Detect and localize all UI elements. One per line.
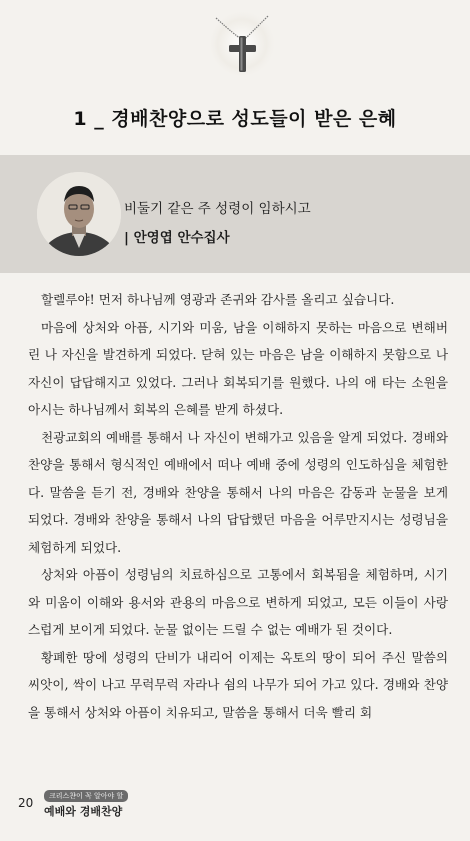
paragraph: 할렐루야! 먼저 하나님께 영광과 존귀와 감사를 올리고 싶습니다. <box>41 292 395 307</box>
book-title: 예배와 경배찬양 <box>44 805 123 818</box>
testimony-subtitle: 비둘기 같은 주 성령이 임하시고 <box>124 201 311 217</box>
portrait-image <box>37 172 121 256</box>
article-body <box>28 286 448 726</box>
page-number: 20 <box>18 796 34 810</box>
paragraph: 상처와 아픔이 성령님의 치료하심으로 고통에서 회복됨을 체험하며, 시기와 미움이 이해와 용서와 관용의 마음으로 변하게 되었고, 모든 이들이 사랑스럽게 보이게 되었다. 눈물 없이는 드릴 수 없는 예배가 된 것이다. <box>28 567 448 637</box>
author-name: | 안영엽 안수집사 <box>124 230 230 246</box>
paragraph: 황폐한 땅에 성령의 단비가 내리어 이제는 옥토의 땅이 되어 주신 말씀의 씨앗이, 싹이 나고 무럭무럭 자라나 쉼의 나무가 되어 가고 있다. 경배와 찬양을 통해서 상처와 아픔이 치유되고, 말씀을 통해서 더욱 빨리 회 <box>28 649 448 720</box>
chapter-title: 1 _ 경배찬양으로 성도들이 받은 은혜 <box>73 108 397 130</box>
author-photo <box>37 172 121 256</box>
paragraph: 천광교회의 예배를 통해서 나 자신이 변해가고 있음을 알게 되었다. 경배와 찬양을 통해서 형식적인 예배에서 떠나 예배 중에 성령의 인도하심을 체험한다. 말씀을 듣기 전, 경배와 찬양을 통해서 나의 마음은 감동과 눈물을 보게 되었다. 경배와 찬양을 통해서 나의 답답했던 마음을 어루만지시는 성령님을 체험하게 되었다. <box>28 429 448 555</box>
cross-icon <box>206 8 278 80</box>
series-badge: 크리스챤이 꼭 알아야 할 <box>44 790 128 802</box>
paragraph: 마음에 상처와 아픔, 시기와 미움, 남을 이해하지 못하는 마음으로 변해버린 나 자신을 발견하게 되었다. 닫혀 있는 마음은 남을 이해하지 못함으로 나 자신이 답답해지고 있었다. 그러나 회복되기를 원했다. 나의 애 타는 소원을 아시는 하나님께서 회복의 은혜를 받게 하셨다. <box>28 319 448 417</box>
cross-necklace-ornament <box>206 8 278 80</box>
